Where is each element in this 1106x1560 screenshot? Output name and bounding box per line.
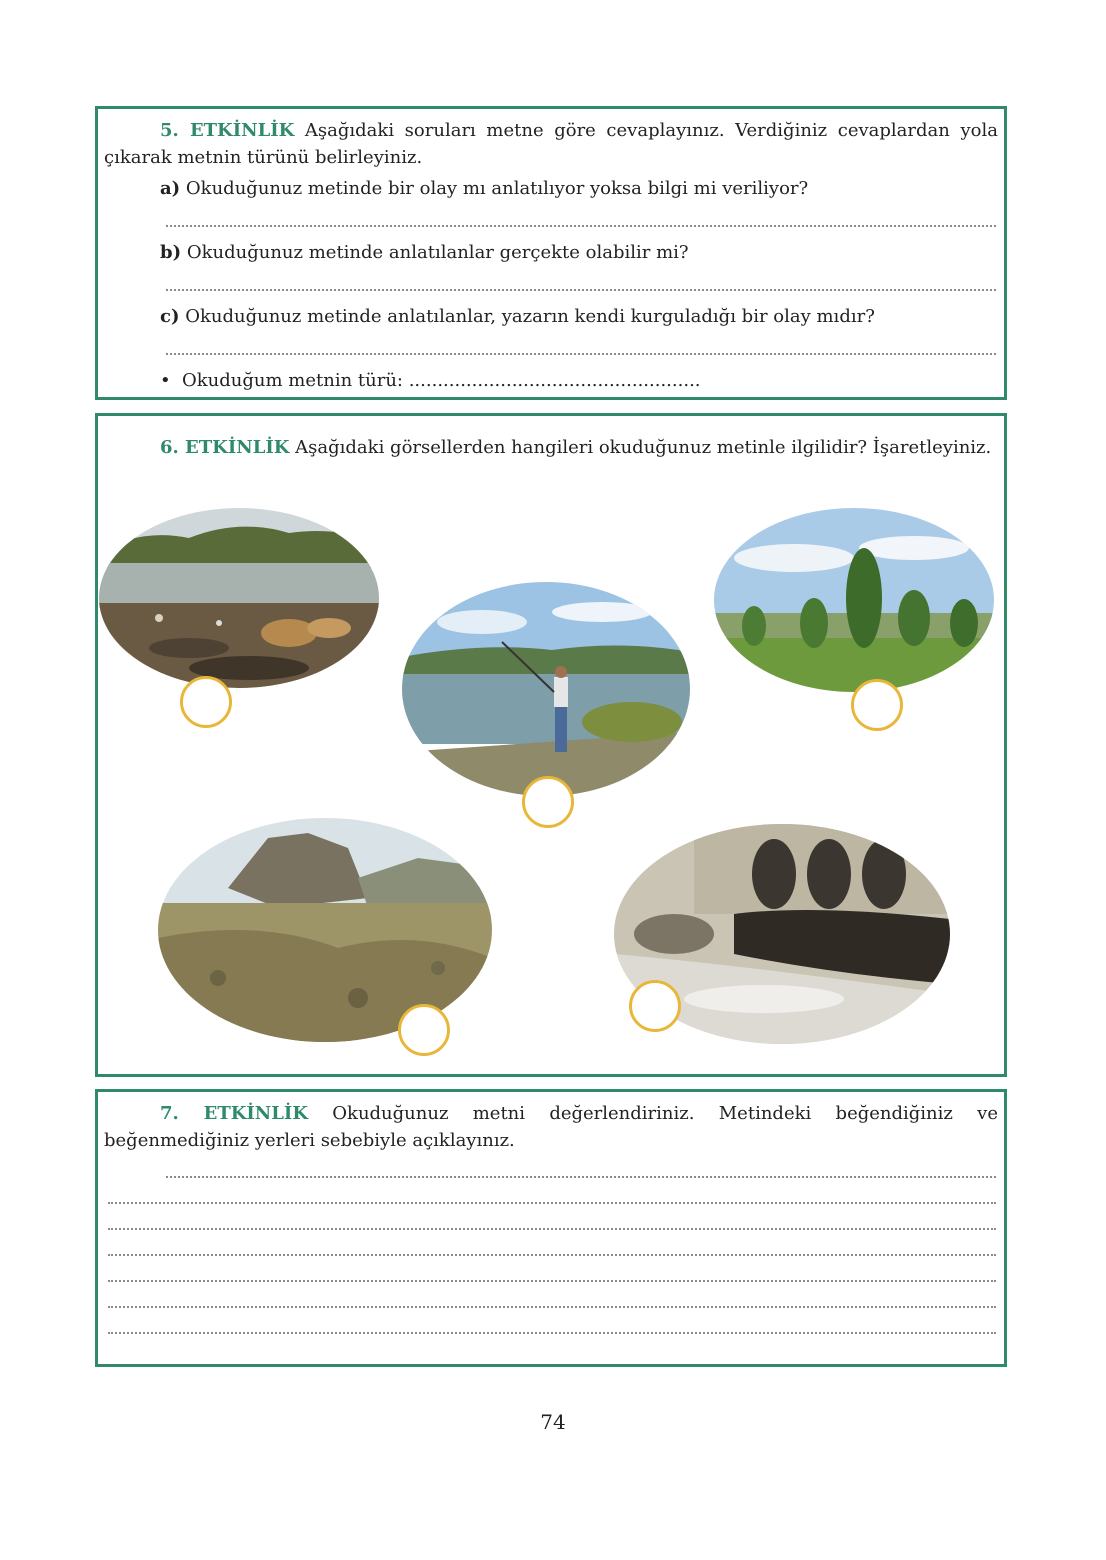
checkbox-circle-1[interactable] — [180, 676, 232, 728]
answer-line-7-5[interactable] — [108, 1280, 996, 1282]
answer-line-b[interactable] — [166, 289, 996, 291]
answer-line-7-1[interactable] — [166, 1176, 996, 1178]
answer-line-7-6[interactable] — [108, 1306, 996, 1308]
activity-7-intro — [104, 1100, 998, 1154]
activity-7-instructions: Okuduğunuz metni değerlendiriniz. Metindeki beğendiğiniz ve beğenmediğiniz yerleri sebebiyle açıklayınız. — [104, 1103, 998, 1151]
checkbox-circle-5[interactable] — [629, 980, 681, 1032]
question-c-text: Okuduğunuz metinde anlatılanlar, yazarın kendi kurguladığı bir olay mıdır? — [185, 306, 875, 327]
answer-line-7-7[interactable] — [108, 1332, 996, 1334]
activity-5-intro — [104, 117, 998, 171]
rocky-land-photo — [158, 818, 492, 1042]
activity-5-title: 5. ETKİNLİK — [160, 120, 295, 141]
question-a — [160, 177, 996, 201]
page-number: 74 — [540, 1410, 566, 1434]
answer-line-7-4[interactable] — [108, 1254, 996, 1256]
checkbox-circle-3[interactable] — [851, 679, 903, 731]
activity-7-box — [95, 1089, 1007, 1367]
question-b-letter: b) — [160, 242, 182, 263]
question-b-text: Okuduğunuz metinde anlatılanlar gerçekte olabilir mi? — [186, 242, 689, 263]
activity-6-intro — [104, 434, 998, 461]
checkbox-circle-2[interactable] — [522, 776, 574, 828]
activity-7-title: 7. ETKİNLİK — [160, 1103, 308, 1124]
activity-5-instructions: Aşağıdaki soruları metne göre cevaplayınız. Verdiğiniz cevaplardan yola çıkarak metnin türünü belirleyiniz. — [104, 120, 998, 168]
question-b — [160, 241, 996, 265]
activity-6-instructions: Aşağıdaki görsellerden hangileri okuduğunuz metinle ilgilidir? İşaretleyiniz. — [295, 437, 992, 458]
answer-line-a[interactable] — [166, 225, 996, 227]
activity-6-title: 6. ETKİNLİK — [160, 437, 290, 458]
question-a-letter: a) — [160, 178, 181, 199]
answer-line-7-2[interactable] — [108, 1202, 996, 1204]
question-c-letter: c) — [160, 306, 180, 327]
question-c — [160, 305, 996, 329]
question-a-text: Okuduğunuz metinde bir olay mı anlatılıyor yoksa bilgi mi veriliyor? — [185, 178, 809, 199]
answer-line-c[interactable] — [166, 353, 996, 355]
polluted-shore-photo — [99, 508, 379, 688]
text-type-line[interactable] — [160, 369, 701, 393]
fishing-photo — [402, 582, 690, 796]
trees-photo — [714, 508, 994, 692]
bullet: • — [160, 370, 171, 391]
activity-5-box — [95, 106, 1007, 400]
text-type-label: Okuduğum metnin türü: ................................................... — [182, 370, 701, 391]
checkbox-circle-4[interactable] — [398, 1004, 450, 1056]
answer-line-7-3[interactable] — [108, 1228, 996, 1230]
